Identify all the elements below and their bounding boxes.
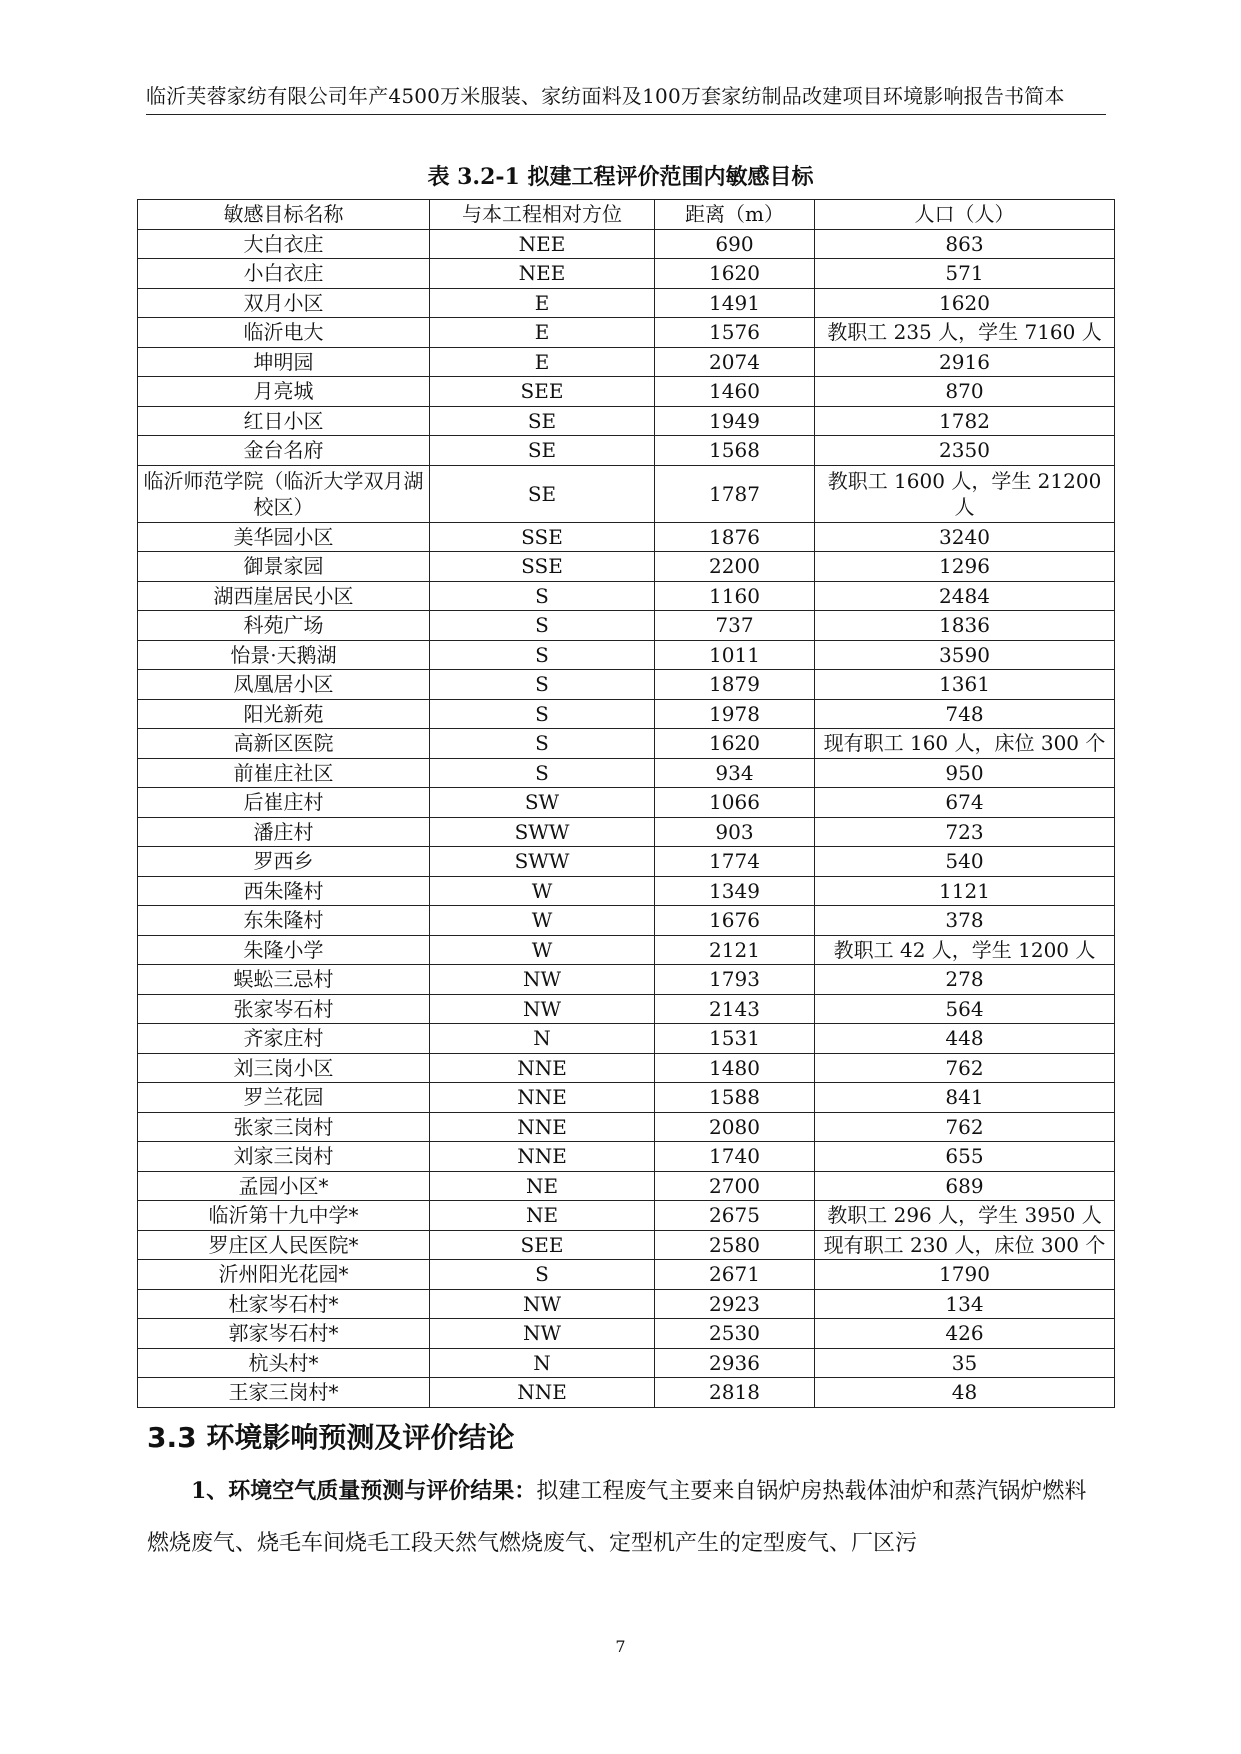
population-cell: 2484 <box>815 581 1115 611</box>
distance-cell: 690 <box>655 229 815 259</box>
target-name-cell: 御景家园 <box>138 552 430 582</box>
population-cell: 2916 <box>815 347 1115 377</box>
population-cell: 870 <box>815 377 1115 407</box>
running-header: 临沂芙蓉家纺有限公司年产4500万米服装、家纺面料及100万套家纺制品改建项目环境影响报告书简本 <box>146 84 1065 108</box>
direction-cell: E <box>430 288 655 318</box>
distance-cell: 903 <box>655 817 815 847</box>
target-name-cell: 刘家三岗村 <box>138 1142 430 1172</box>
header-rule <box>146 114 1106 115</box>
table-row <box>138 1378 1115 1408</box>
direction-cell: NE <box>430 1201 655 1231</box>
table-row <box>138 1319 1115 1349</box>
population-cell: 1782 <box>815 406 1115 436</box>
target-name-cell: 凤凰居小区 <box>138 670 430 700</box>
population-cell: 378 <box>815 906 1115 936</box>
target-name-cell: 罗庄区人民医院* <box>138 1230 430 1260</box>
population-cell: 教职工 1600 人，学生 21200 人 <box>815 465 1115 522</box>
distance-cell: 1620 <box>655 259 815 289</box>
population-cell: 841 <box>815 1083 1115 1113</box>
population-cell: 2350 <box>815 436 1115 466</box>
table-row <box>138 1024 1115 1054</box>
target-name-cell: 沂州阳光花园* <box>138 1260 430 1290</box>
target-name-cell: 怡景·天鹅湖 <box>138 640 430 670</box>
target-name-cell: 金台名府 <box>138 436 430 466</box>
direction-cell: SE <box>430 406 655 436</box>
population-cell: 48 <box>815 1378 1115 1408</box>
section-title: 3.3 环境影响预测及评价结论 <box>147 1421 515 1454</box>
target-name-cell: 临沂第十九中学* <box>138 1201 430 1231</box>
population-cell: 1121 <box>815 876 1115 906</box>
population-cell: 134 <box>815 1289 1115 1319</box>
population-cell: 1790 <box>815 1260 1115 1290</box>
target-name-cell: 红日小区 <box>138 406 430 436</box>
population-cell: 35 <box>815 1348 1115 1378</box>
table-row <box>138 581 1115 611</box>
paragraph-lead: 1、环境空气质量预测与评价结果： <box>191 1478 537 1504</box>
direction-cell: NW <box>430 1289 655 1319</box>
population-cell: 现有职工 160 人，床位 300 个 <box>815 729 1115 759</box>
table-body <box>138 229 1115 1407</box>
direction-cell: N <box>430 1024 655 1054</box>
table-row <box>138 259 1115 289</box>
table-row <box>138 288 1115 318</box>
direction-cell: S <box>430 729 655 759</box>
table-row <box>138 847 1115 877</box>
col-header-population: 人口（人） <box>815 200 1115 230</box>
population-cell: 教职工 235 人，学生 7160 人 <box>815 318 1115 348</box>
table-row <box>138 935 1115 965</box>
target-name-cell: 月亮城 <box>138 377 430 407</box>
col-header-name: 敏感目标名称 <box>138 200 430 230</box>
direction-cell: N <box>430 1348 655 1378</box>
table-row <box>138 1348 1115 1378</box>
distance-cell: 1949 <box>655 406 815 436</box>
direction-cell: NW <box>430 1319 655 1349</box>
sensitive-targets-table <box>137 199 1115 1408</box>
distance-cell: 2923 <box>655 1289 815 1319</box>
table-row <box>138 758 1115 788</box>
target-name-cell: 高新区医院 <box>138 729 430 759</box>
distance-cell: 2121 <box>655 935 815 965</box>
distance-cell: 1576 <box>655 318 815 348</box>
distance-cell: 2143 <box>655 994 815 1024</box>
target-name-cell: 美华园小区 <box>138 522 430 552</box>
target-name-cell: 蜈蚣三忌村 <box>138 965 430 995</box>
target-name-cell: 王家三岗村* <box>138 1378 430 1408</box>
direction-cell: NW <box>430 994 655 1024</box>
table-row <box>138 994 1115 1024</box>
direction-cell: NE <box>430 1171 655 1201</box>
direction-cell: SEE <box>430 1230 655 1260</box>
population-cell: 3240 <box>815 522 1115 552</box>
direction-cell: NNE <box>430 1142 655 1172</box>
population-cell: 278 <box>815 965 1115 995</box>
direction-cell: S <box>430 1260 655 1290</box>
table-row <box>138 670 1115 700</box>
direction-cell: NNE <box>430 1112 655 1142</box>
target-name-cell: 后崔庄村 <box>138 788 430 818</box>
direction-cell: NNE <box>430 1053 655 1083</box>
target-name-cell: 孟园小区* <box>138 1171 430 1201</box>
table-row <box>138 377 1115 407</box>
distance-cell: 1066 <box>655 788 815 818</box>
direction-cell: S <box>430 670 655 700</box>
table-row <box>138 465 1115 522</box>
population-cell: 762 <box>815 1112 1115 1142</box>
direction-cell: SEE <box>430 377 655 407</box>
direction-cell: SW <box>430 788 655 818</box>
direction-cell: S <box>430 758 655 788</box>
distance-cell: 2200 <box>655 552 815 582</box>
distance-cell: 737 <box>655 611 815 641</box>
distance-cell: 1531 <box>655 1024 815 1054</box>
target-name-cell: 刘三岗小区 <box>138 1053 430 1083</box>
target-name-cell: 杜家岑石村* <box>138 1289 430 1319</box>
population-cell: 426 <box>815 1319 1115 1349</box>
target-name-cell: 齐家庄村 <box>138 1024 430 1054</box>
table-row <box>138 1083 1115 1113</box>
table-row <box>138 729 1115 759</box>
distance-cell: 1620 <box>655 729 815 759</box>
target-name-cell: 郭家岑石村* <box>138 1319 430 1349</box>
population-cell: 689 <box>815 1171 1115 1201</box>
target-name-cell: 坤明园 <box>138 347 430 377</box>
target-name-cell: 朱隆小学 <box>138 935 430 965</box>
direction-cell: NNE <box>430 1378 655 1408</box>
col-header-distance: 距离（m） <box>655 200 815 230</box>
distance-cell: 2580 <box>655 1230 815 1260</box>
population-cell: 1296 <box>815 552 1115 582</box>
target-name-cell: 张家三岗村 <box>138 1112 430 1142</box>
table-row <box>138 436 1115 466</box>
distance-cell: 1480 <box>655 1053 815 1083</box>
distance-cell: 2936 <box>655 1348 815 1378</box>
direction-cell: E <box>430 318 655 348</box>
table-row <box>138 1230 1115 1260</box>
direction-cell: NEE <box>430 229 655 259</box>
distance-cell: 1588 <box>655 1083 815 1113</box>
paragraph <box>147 1465 1107 1570</box>
table-row <box>138 1142 1115 1172</box>
table-row <box>138 229 1115 259</box>
direction-cell: S <box>430 581 655 611</box>
target-name-cell: 东朱隆村 <box>138 906 430 936</box>
direction-cell: NEE <box>430 259 655 289</box>
target-name-cell: 张家岑石村 <box>138 994 430 1024</box>
distance-cell: 1793 <box>655 965 815 995</box>
table-row <box>138 552 1115 582</box>
population-cell: 教职工 296 人，学生 3950 人 <box>815 1201 1115 1231</box>
population-cell: 564 <box>815 994 1115 1024</box>
target-name-cell: 罗兰花园 <box>138 1083 430 1113</box>
population-cell: 3590 <box>815 640 1115 670</box>
population-cell: 540 <box>815 847 1115 877</box>
population-cell: 674 <box>815 788 1115 818</box>
population-cell: 748 <box>815 699 1115 729</box>
direction-cell: W <box>430 876 655 906</box>
target-name-cell: 罗西乡 <box>138 847 430 877</box>
population-cell: 现有职工 230 人，床位 300 个 <box>815 1230 1115 1260</box>
target-name-cell: 小白衣庄 <box>138 259 430 289</box>
table-row <box>138 1289 1115 1319</box>
table-row <box>138 318 1115 348</box>
population-cell: 863 <box>815 229 1115 259</box>
direction-cell: E <box>430 347 655 377</box>
target-name-cell: 湖西崖居民小区 <box>138 581 430 611</box>
distance-cell: 1787 <box>655 465 815 522</box>
table-row <box>138 965 1115 995</box>
distance-cell: 2671 <box>655 1260 815 1290</box>
population-cell: 1836 <box>815 611 1115 641</box>
target-name-cell: 西朱隆村 <box>138 876 430 906</box>
distance-cell: 1876 <box>655 522 815 552</box>
target-name-cell: 科苑广场 <box>138 611 430 641</box>
paragraph-text: 拟建工程废气主要来自锅炉房热载体油炉和蒸汽锅炉燃料燃烧废气、烧毛车间烧毛工段天然气燃烧废气、定型机产生的定型废气、厂区污 <box>147 1479 1087 1556</box>
distance-cell: 1676 <box>655 906 815 936</box>
direction-cell: SE <box>430 436 655 466</box>
table-row <box>138 788 1115 818</box>
direction-cell: S <box>430 640 655 670</box>
table-row <box>138 1260 1115 1290</box>
target-name-cell: 阳光新苑 <box>138 699 430 729</box>
direction-cell: NW <box>430 965 655 995</box>
table-row <box>138 522 1115 552</box>
population-cell: 448 <box>815 1024 1115 1054</box>
target-name-cell: 大白衣庄 <box>138 229 430 259</box>
population-cell: 762 <box>815 1053 1115 1083</box>
table-row <box>138 1053 1115 1083</box>
table-row <box>138 406 1115 436</box>
population-cell: 950 <box>815 758 1115 788</box>
direction-cell: SSE <box>430 522 655 552</box>
direction-cell: S <box>430 699 655 729</box>
table-row <box>138 876 1115 906</box>
distance-cell: 2080 <box>655 1112 815 1142</box>
distance-cell: 2818 <box>655 1378 815 1408</box>
distance-cell: 1978 <box>655 699 815 729</box>
table-row <box>138 1171 1115 1201</box>
target-name-cell: 临沂电大 <box>138 318 430 348</box>
population-cell: 教职工 42 人，学生 1200 人 <box>815 935 1115 965</box>
direction-cell: SSE <box>430 552 655 582</box>
target-name-cell: 临沂师范学院（临沂大学双月湖校区） <box>138 465 430 522</box>
page-number: 7 <box>615 1637 626 1656</box>
table-caption: 表 3.2-1 拟建工程评价范围内敏感目标 <box>427 164 814 190</box>
direction-cell: SWW <box>430 817 655 847</box>
table-row <box>138 906 1115 936</box>
direction-cell: NNE <box>430 1083 655 1113</box>
distance-cell: 2675 <box>655 1201 815 1231</box>
table-row <box>138 699 1115 729</box>
table-row <box>138 1112 1115 1142</box>
distance-cell: 1460 <box>655 377 815 407</box>
population-cell: 571 <box>815 259 1115 289</box>
target-name-cell: 潘庄村 <box>138 817 430 847</box>
distance-cell: 934 <box>655 758 815 788</box>
direction-cell: W <box>430 906 655 936</box>
distance-cell: 1740 <box>655 1142 815 1172</box>
distance-cell: 1774 <box>655 847 815 877</box>
direction-cell: SE <box>430 465 655 522</box>
col-header-direction: 与本工程相对方位 <box>430 200 655 230</box>
direction-cell: SWW <box>430 847 655 877</box>
target-name-cell: 杭头村* <box>138 1348 430 1378</box>
distance-cell: 1491 <box>655 288 815 318</box>
table-header-row <box>138 200 1115 230</box>
direction-cell: S <box>430 611 655 641</box>
distance-cell: 2530 <box>655 1319 815 1349</box>
table-row <box>138 1201 1115 1231</box>
distance-cell: 1879 <box>655 670 815 700</box>
table-row <box>138 817 1115 847</box>
target-name-cell: 前崔庄社区 <box>138 758 430 788</box>
distance-cell: 1160 <box>655 581 815 611</box>
population-cell: 723 <box>815 817 1115 847</box>
population-cell: 1361 <box>815 670 1115 700</box>
distance-cell: 2074 <box>655 347 815 377</box>
distance-cell: 1349 <box>655 876 815 906</box>
table-row <box>138 611 1115 641</box>
population-cell: 655 <box>815 1142 1115 1172</box>
population-cell: 1620 <box>815 288 1115 318</box>
distance-cell: 2700 <box>655 1171 815 1201</box>
distance-cell: 1011 <box>655 640 815 670</box>
target-name-cell: 双月小区 <box>138 288 430 318</box>
distance-cell: 1568 <box>655 436 815 466</box>
table-row <box>138 347 1115 377</box>
table-row <box>138 640 1115 670</box>
direction-cell: W <box>430 935 655 965</box>
